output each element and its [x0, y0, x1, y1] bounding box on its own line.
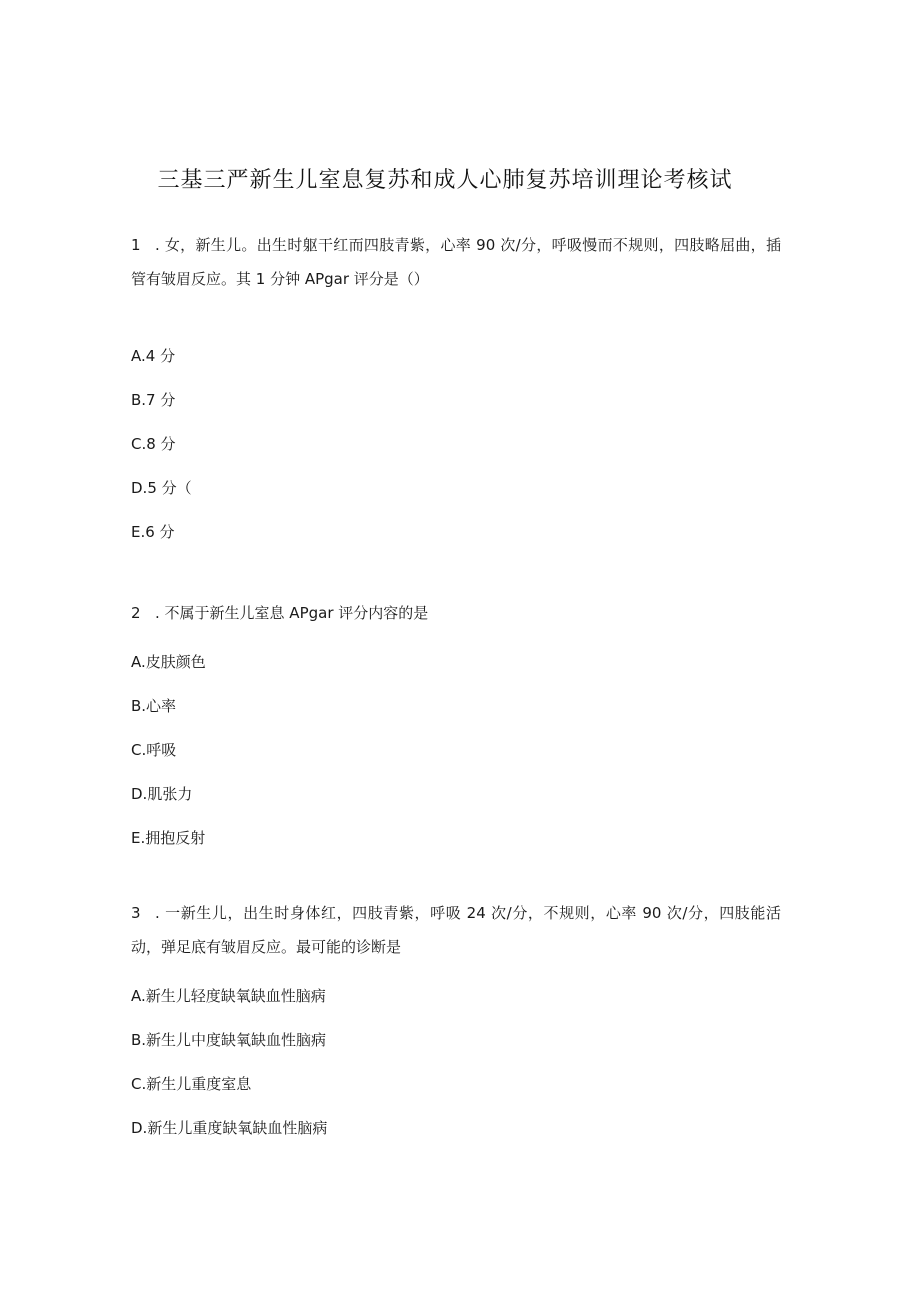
question-3-number: 3	[131, 904, 141, 922]
question-2-option-a: A.皮肤颜色	[131, 653, 206, 671]
question-1-option-c: C.8 分	[131, 435, 176, 453]
question-1-option-d: D.5 分（	[131, 479, 192, 497]
question-1-option-e: E.6 分	[131, 523, 175, 541]
question-1-text: . 女，新生儿。出生时躯干红而四肢青紫，心率 90 次/分，呼吸慢而不规则，四肢略屈曲，插管有皱眉反应。其 1 分钟 APgar 评分是（）	[131, 236, 781, 288]
question-2-option-e: E.拥抱反射	[131, 829, 206, 847]
question-1-option-a: A.4 分	[131, 347, 176, 365]
question-2-stem	[131, 596, 781, 630]
page-title: 三基三严新生儿室息复苏和成人心肺复苏培训理论考核试	[157, 168, 733, 193]
question-2-number: 2	[131, 604, 141, 622]
question-3-option-c: C.新生儿重度室息	[131, 1075, 252, 1093]
question-2-option-b: B.心率	[131, 697, 177, 715]
question-3-option-a: A.新生儿轻度缺氧缺血性脑病	[131, 987, 326, 1005]
question-3-option-b: B.新生儿中度缺氧缺血性脑病	[131, 1031, 327, 1049]
question-1-number: 1	[131, 236, 141, 254]
question-1-option-b: B.7 分	[131, 391, 176, 409]
question-3-stem	[131, 896, 781, 964]
question-3-text: . 一新生儿，出生时身体红，四肢青紫，呼吸 24 次/分，不规则，心率 90 次/分，四肢能活动，弹足底有皱眉反应。最可能的诊断是	[131, 904, 781, 956]
question-2-option-c: C.呼吸	[131, 741, 177, 759]
question-1-stem	[131, 228, 781, 296]
question-2-text: . 不属于新生儿室息 APgar 评分内容的是	[155, 604, 429, 622]
question-3-option-d: D.新生儿重度缺氧缺血性脑病	[131, 1119, 328, 1137]
question-2-option-d: D.肌张力	[131, 785, 193, 803]
